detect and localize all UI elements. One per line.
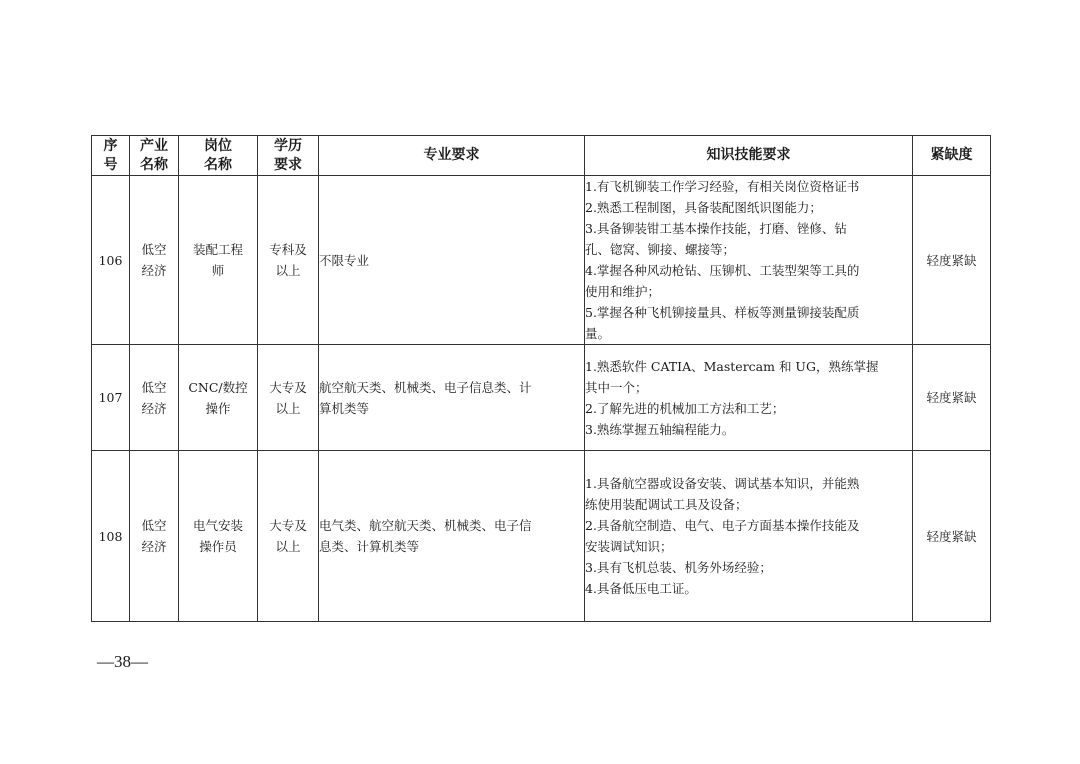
header-education: 学历 要求	[258, 136, 319, 176]
row-position: 装配工程 师	[179, 176, 258, 345]
header-seq: 序 号	[92, 136, 130, 176]
row-skills: 1.熟悉软件 CATIA、Mastercam 和 UG，熟练掌握 其中一个； 2.了解先进的机械加工方法和工艺； 3.熟练掌握五轴编程能力。	[585, 345, 913, 451]
row-industry: 低空 经济	[130, 176, 179, 345]
table-row	[92, 345, 991, 451]
header-row	[92, 136, 991, 176]
row-education: 大专及 以上	[258, 345, 319, 451]
row-major: 航空航天类、机械类、电子信息类、计 算机类等	[319, 345, 585, 451]
row-skills: 1.有飞机铆装工作学习经验，有相关岗位资格证书 2.熟悉工程制图，具备装配图纸识图能力； 3.具备铆装钳工基本操作技能，打磨、锉修、钻 孔、锪窝、铆接、螺接等； 4.掌握各种风动枪钻、压铆机、工装型架等工具的 使用和维护； 5.掌握各种飞机铆接量具、样板等测量铆接装配质 量。	[585, 176, 913, 345]
header-skills: 知识技能要求	[585, 136, 913, 176]
header-major: 专业要求	[319, 136, 585, 176]
row-seq: 108	[92, 451, 130, 622]
row-industry: 低空 经济	[130, 451, 179, 622]
row-shortage: 轻度紧缺	[913, 345, 991, 451]
row-skills: 1.具备航空器或设备安装、调试基本知识，并能熟 练使用装配调试工具及设备； 2.具备航空制造、电气、电子方面基本操作技能及 安装调试知识； 3.具有飞机总装、机务外场经验； 4.具备低压电工证。	[585, 451, 913, 622]
header-industry: 产业 名称	[130, 136, 179, 176]
row-shortage: 轻度紧缺	[913, 451, 991, 622]
job-requirements-table	[91, 135, 991, 622]
row-major: 不限专业	[319, 176, 585, 345]
table-row	[92, 451, 991, 622]
row-seq: 106	[92, 176, 130, 345]
page-number: —38—	[97, 652, 148, 671]
row-shortage: 轻度紧缺	[913, 176, 991, 345]
row-education: 大专及 以上	[258, 451, 319, 622]
row-seq: 107	[92, 345, 130, 451]
table-row	[92, 176, 991, 345]
row-position: CNC/数控 操作	[179, 345, 258, 451]
row-major: 电气类、航空航天类、机械类、电子信 息类、计算机类等	[319, 451, 585, 622]
header-position: 岗位 名称	[179, 136, 258, 176]
row-position: 电气安装 操作员	[179, 451, 258, 622]
row-industry: 低空 经济	[130, 345, 179, 451]
row-education: 专科及 以上	[258, 176, 319, 345]
header-shortage: 紧缺度	[913, 136, 991, 176]
